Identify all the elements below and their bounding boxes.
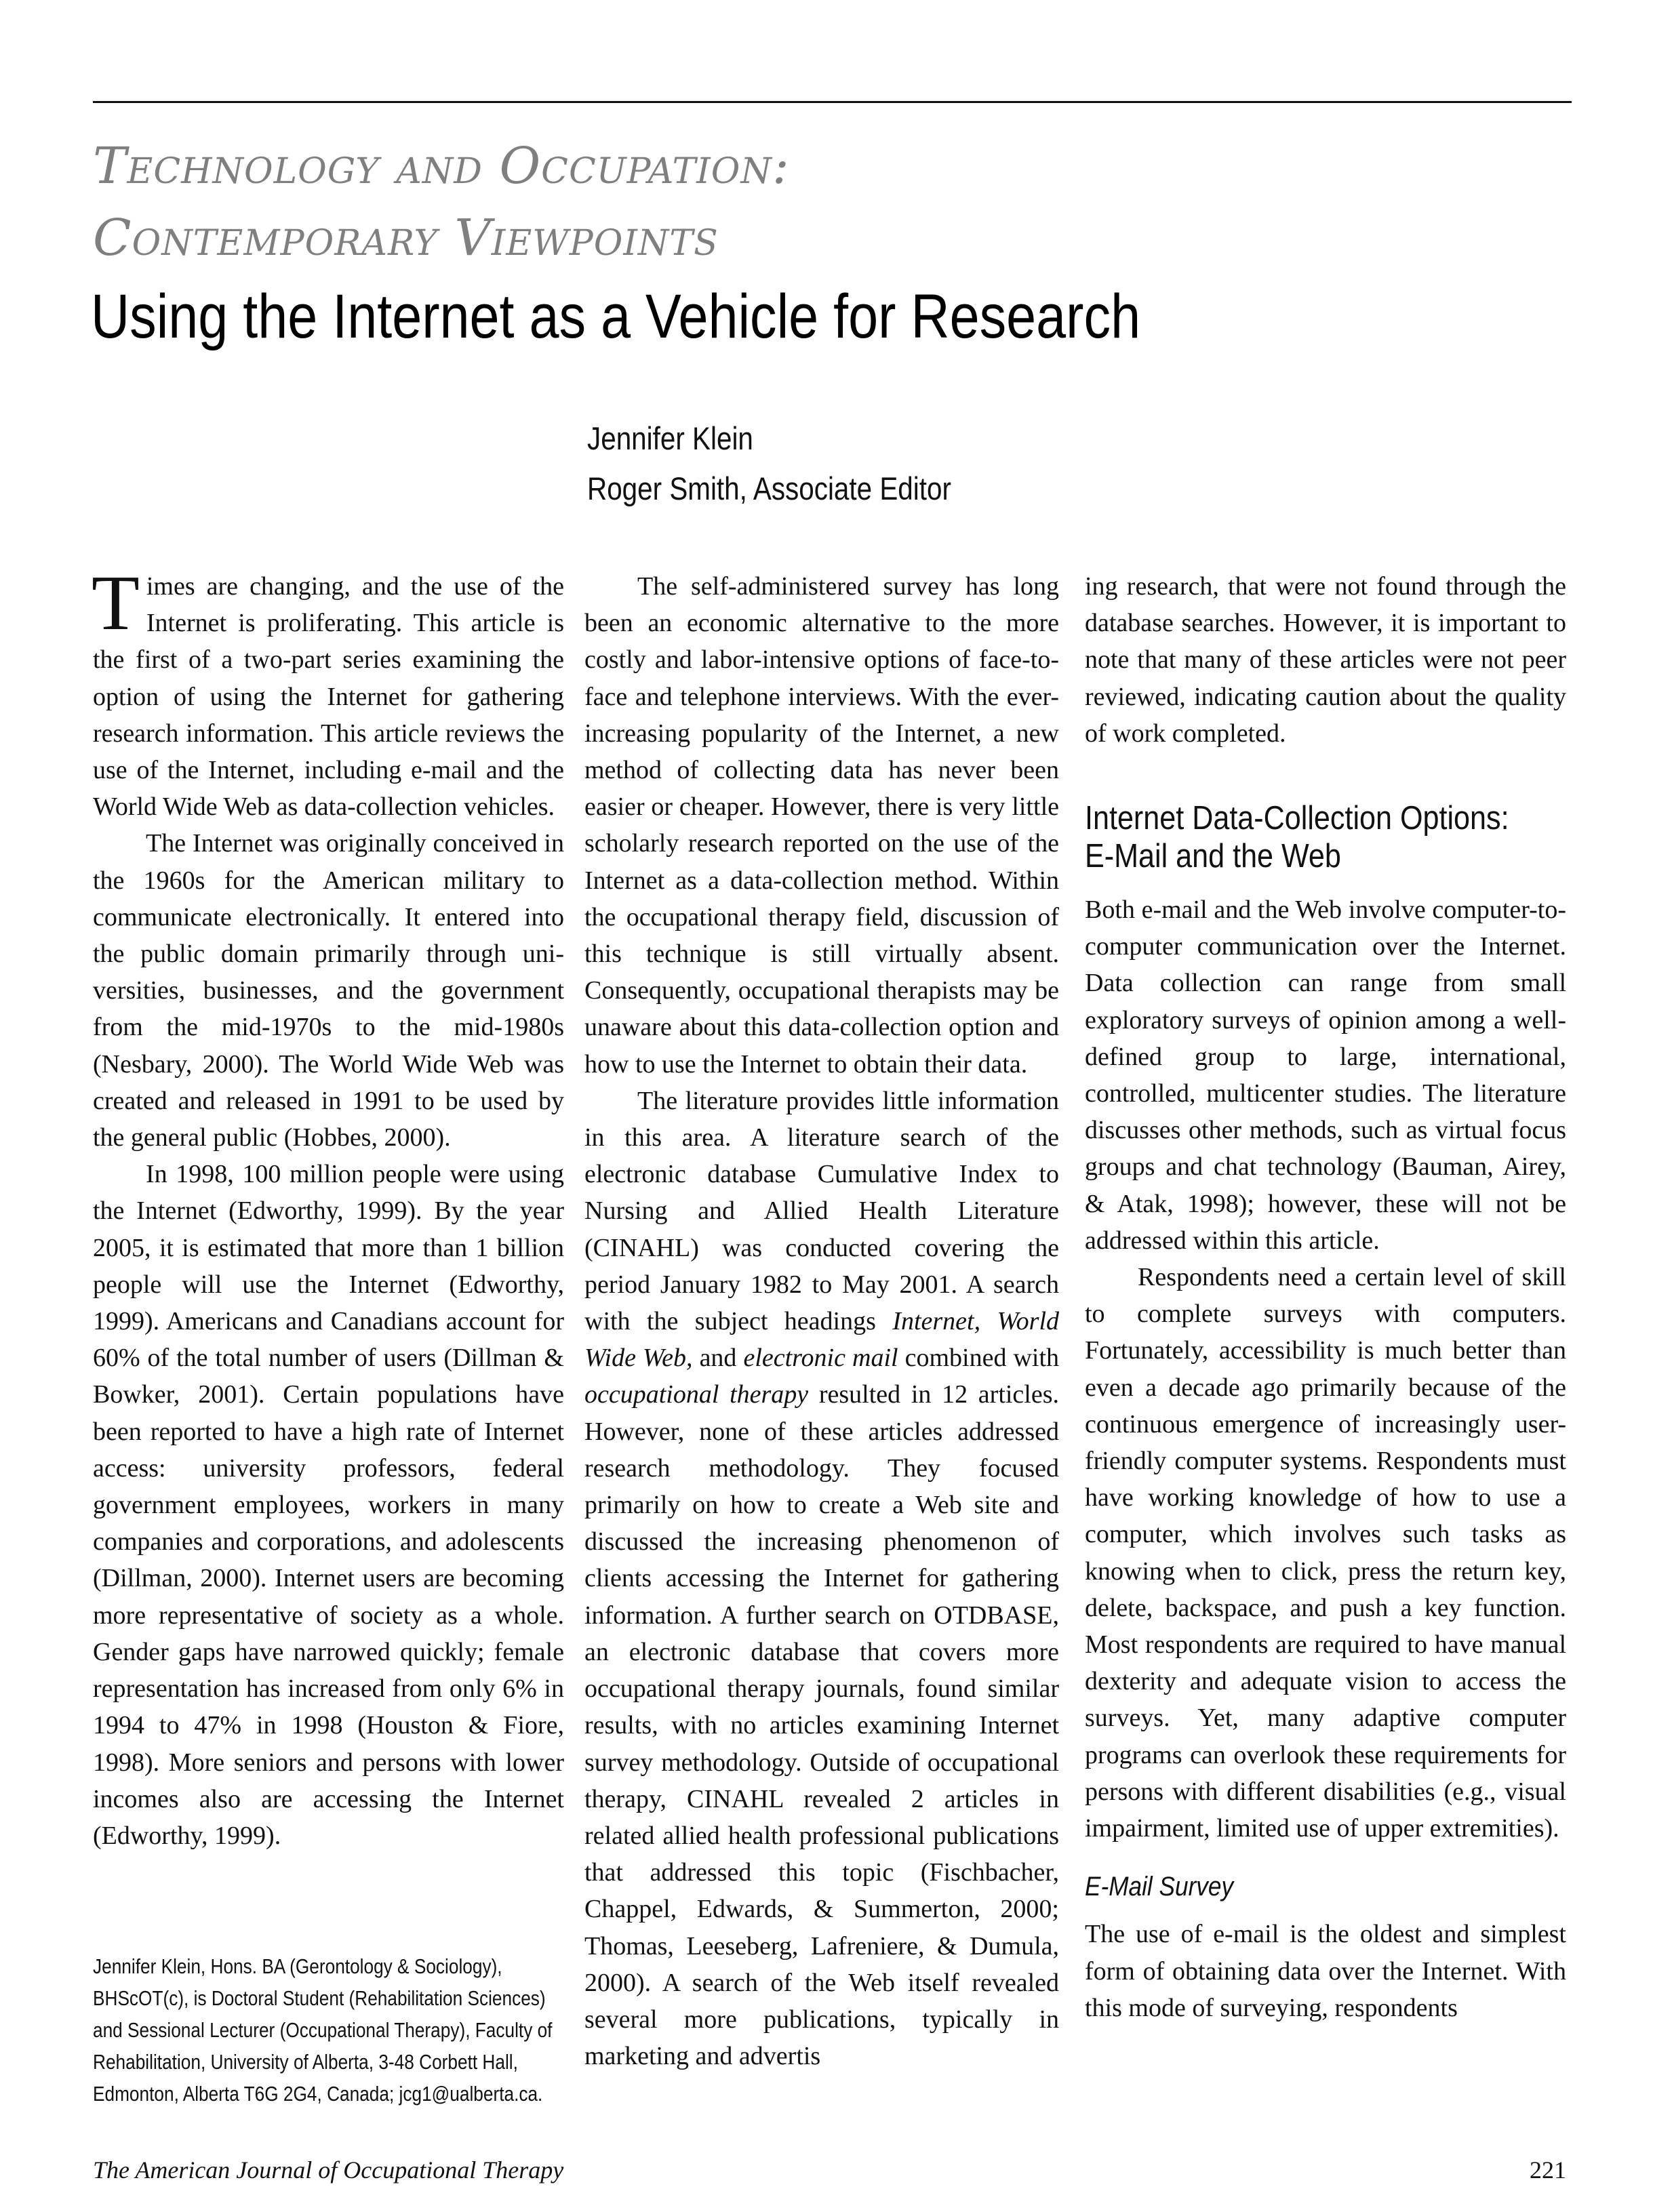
body-paragraph: Respondents need a certain level of skill to complete surveys with computers. Fortunately, accessibility is much better than even a decade ago primarily because of the continuous emergence of increasingly user-friendly computer systems. Respondents must have working knowledge of how to use a computer, which involves such tasks as knowing when to click, press the return key, delete, backspace, and push a key function. Most respondents are required to have manual dexterity and adequate vision to access the surveys. Yet, many adaptive computer programs can overlook these requirements for persons with different disabilities (e.g., visual impairment, limited use of upper extremities). xyxy=(1085,1263,1566,1843)
section-title-line-2: Contemporary Viewpoints xyxy=(93,209,719,267)
top-rule xyxy=(93,101,1572,103)
right-column xyxy=(1085,568,1566,2026)
body-paragraph: The literature provides little information in this area. A literature search of the electronic database Cumulative Index to Nursing and Allied Health Literature (CINAHL) was conducted covering the period January 1982 to May 2001. A search with the subject headings Internet, World Wide Web, and electronic mail combined with occupational therapy resulted in 12 articles. However, none of these articles addressed research methodology. They focused primarily on how to create a Web site and discussed the increasing phenomenon of clients accessing the Internet for gathering information. A further search on OTDBASE, an electronic database that covers more occupational therapy journals, found similar results, with no articles examining Internet survey methodology. Outside of occupational therapy, CINAHL revealed 2 articles in related allied health professional publications that addressed this topic (Fischbacher, Chappel, Edwards, & Summerton, 2000; Thomas, Leeseberg, Lafreniere, & Dumula, 2000). A search of the Web itself revealed several more publications, typically in marketing and advertis xyxy=(584,1086,1060,2071)
body-paragraph: ing research, that were not found through the database searches. However, it is important to note that many of these articles were not peer reviewed, indicating caution about the quality of work completed. xyxy=(1085,572,1566,748)
body-paragraph: Both e-mail and the Web involve computer-to-computer communication over the Internet. Data collection can range from small exploratory surveys of opinion among a well-defined group to large, international, controlled, multicenter studies. The literature discusses other methods, such as virtual focus groups and chat technology (Bauman, Airey, & Atak, 1998); however, these will not be addressed within this article. xyxy=(1085,896,1566,1255)
subject-heading-term: Internet, World Wide Web, xyxy=(584,1307,1059,1373)
section-heading: Internet Data-Collection Options: E-Mail and the Web xyxy=(1085,800,1509,875)
drop-cap: T xyxy=(92,560,140,647)
author-bio: Jennifer Klein, Hons. BA (Gerontology & Sociology), BHScOT(c), is Doctoral Student (Rehabilitation Sciences) and Sessional Lecturer (Occupational Therapy), Faculty of Rehabilitation, University of Alberta, 3-48 Corbett Hall, Edmonton, Alberta T6G 2G4, Canada; jcg1@ualberta.ca. xyxy=(93,1955,553,2106)
body-paragraph: The self-administered survey has long been an economic alternative to the more costly and labor-intensive options of face-to-face and telephone interviews. With the ever-increasing popularity of the Internet, a new method of collecting data has never been easier or cheaper. However, there is very little scholarly research reported on the use of the Internet as a data-collection method. Within the occupational therapy field, discussion of this technique is still virtually absent. Consequently, occupational therapists may be unaware about this data-collection option and how to use the Internet to obtain their data. xyxy=(584,572,1059,1079)
section-title xyxy=(93,130,1178,274)
left-column xyxy=(92,560,564,1854)
body-paragraph: The use of e-mail is the oldest and simplest form of obtaining data over the Internet. With this mode of surveying, respondents xyxy=(1085,1920,1566,2022)
author-name: Roger Smith, Associate Editor xyxy=(587,470,951,506)
author-list xyxy=(587,414,951,514)
body-paragraph: In 1998, 100 million people were using the Internet (Edworthy, 1999). By the year 2005, it is estimated that more than 1 billion people will use the Internet (Edworthy, 1999). Americans and Canadians account for 60% of the total number of users (Dillman & Bowker, 2001). Certain populations have been reported to have a high rate of Internet access: university professors, federal government employees, workers in many companies and corporations, and adolescents (Dillman, 2000). Internet users are becoming more representative of society as a whole. Gender gaps have narrowed quickly; female representation has increased from only 6% in 1994 to 47% in 1998 (Houston & Fiore, 1998). More seniors and persons with lower incomes also are accessing the Internet (Edworthy, 1999). xyxy=(93,1160,564,1850)
page-number: 221 xyxy=(1530,2156,1566,2184)
section-title-line-1: Technology and Occupation: xyxy=(93,137,790,195)
author-name: Jennifer Klein xyxy=(587,420,753,456)
body-paragraph: The Internet was originally conceived in the 1960s for the American military to communicate electronically. It entered into the public domain primarily through universities, businesses, and the government from the mid-1970s to the mid-1980s (Nesbary, 2000). The World Wide Web was created and released in 1991 to be used by the general public (Hobbes, 2000). xyxy=(93,829,564,1152)
article-title: Using the Internet as a Vehicle for Research xyxy=(91,282,1141,351)
subsection-heading: E-Mail Survey xyxy=(1085,1872,1234,1902)
subject-heading-term: occupational therapy xyxy=(584,1380,809,1409)
subject-heading-term: electronic mail xyxy=(743,1344,898,1373)
intro-paragraph: Times are changing, and the use of the Internet is proliferating. This article is the first of a two-part series examining the option of using the Internet for gathering research information. This article reviews the use of the Internet, including e-mail and the World Wide Web as data-collection vehicles. xyxy=(92,560,564,822)
middle-column xyxy=(584,568,1059,2074)
journal-name: The American Journal of Occupational Therapy xyxy=(93,2156,564,2184)
